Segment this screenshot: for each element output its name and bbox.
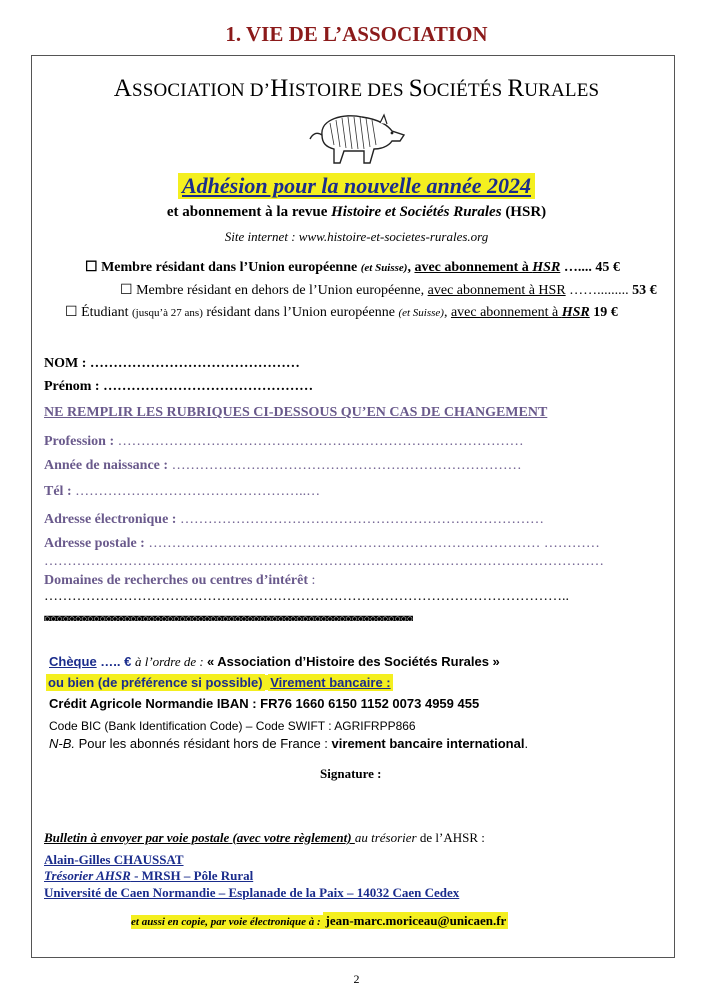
checkbox-icon[interactable]: ☐	[85, 260, 98, 275]
bic-line: Code BIC (Bank Identification Code) – Code SWIFT : AGRIFRPP866	[49, 719, 416, 733]
option-non-eu-member[interactable]: ☐ Membre résidant en dehors de l’Union européenne, avec abonnement à HSR ……......... 53 €	[120, 283, 657, 298]
phone-field[interactable]: Tél : …………………………………………..…	[44, 484, 321, 499]
option-eu-member[interactable]: ☐ Membre résidant dans l’Union européenne (et Suisse), avec abonnement à HSR ….... 45 €	[85, 260, 620, 275]
section-title: 1. VIE DE L’ASSOCIATION	[225, 22, 488, 46]
checkbox-icon[interactable]: ☐	[120, 283, 133, 298]
association-name: ASSOCIATION D’HISTOIRE DES SOCIÉTÉS RURALES	[113, 75, 600, 102]
bulletin-line: Bulletin à envoyer par voie postale (avec votre règlement) au trésorier de l’AHSR :	[44, 830, 485, 845]
research-domains-line2[interactable]: …………………………………………………………………………………………………..	[44, 589, 569, 604]
option-student[interactable]: ☐ Étudiant (jusqu’à 27 ans) résidant dans l’Union européenne (et Suisse), avec abonnement à HSR 19 €	[65, 305, 618, 320]
change-notice: NE REMPLIR LES RUBRIQUES CI-DESSOUS QU’EN CAS DE CHANGEMENT	[44, 405, 548, 420]
checkbox-icon[interactable]: ☐	[65, 305, 78, 320]
nom-field[interactable]: NOM : ………………………………………	[44, 356, 300, 371]
email-field[interactable]: Adresse électronique : ……………………………………………………………………	[44, 512, 544, 527]
transfer-line: ou bien (de préférence si possible) Virement bancaire :	[48, 675, 391, 690]
prenom-field[interactable]: Prénom : ………………………………………	[44, 379, 314, 394]
adhesion-title: Adhésion pour la nouvelle année 2024	[178, 173, 535, 199]
treasurer-name: Alain-Gilles CHAUSSAT	[44, 852, 184, 867]
boar-logo-icon	[304, 105, 408, 169]
website-line: Site internet : www.histoire-et-societes-rurales.org	[224, 229, 489, 244]
signature-label: Signature :	[320, 766, 382, 781]
postal-address-line2[interactable]: …………………………………………………………………………………………………………	[44, 554, 604, 569]
research-domains-field[interactable]: Domaines de recherches ou centres d’intérêt :	[44, 573, 316, 588]
email-copy-line: et aussi en copie, par voie électronique à : jean-marc.moriceau@unicaen.fr	[131, 913, 507, 928]
birth-year-field[interactable]: Année de naissance : …………………………………………………………………	[44, 458, 522, 473]
nb-line: N-B. Pour les abonnés résidant hors de France : virement bancaire international.	[49, 736, 529, 751]
page-number: 2	[353, 972, 360, 986]
postal-address-field[interactable]: Adresse postale : ………………………………………………………………………… …………	[44, 536, 600, 551]
cheque-line: Chèque ….. € à l’ordre de : « Association d’Histoire des Sociétés Rurales »	[49, 654, 500, 669]
treasurer-role: Trésorier AHSR - MRSH – Pôle Rural	[44, 868, 254, 883]
iban-line: Crédit Agricole Normandie IBAN : FR76 1660 6150 1152 0073 4959 455	[49, 696, 480, 711]
profession-field[interactable]: Profession : ……………………………………………………………………………	[44, 434, 524, 449]
decorative-border: ◙◙◙◙◙◙◙◙◙◙◙◙◙◙◙◙◙◙◙◙◙◙◙◙◙◙◙◙◙◙◙◙◙◙◙◙◙◙◙◙◙◙◙◙◙◙◙◙◙◙◙◙◙◙◙◙◙◙◙◙	[44, 613, 413, 621]
subscription-line: et abonnement à la revue Histoire et Sociétés Rurales (HSR)	[166, 204, 547, 220]
university-address: Université de Caen Normandie – Esplanade de la Paix – 14032 Caen Cedex	[44, 885, 460, 900]
